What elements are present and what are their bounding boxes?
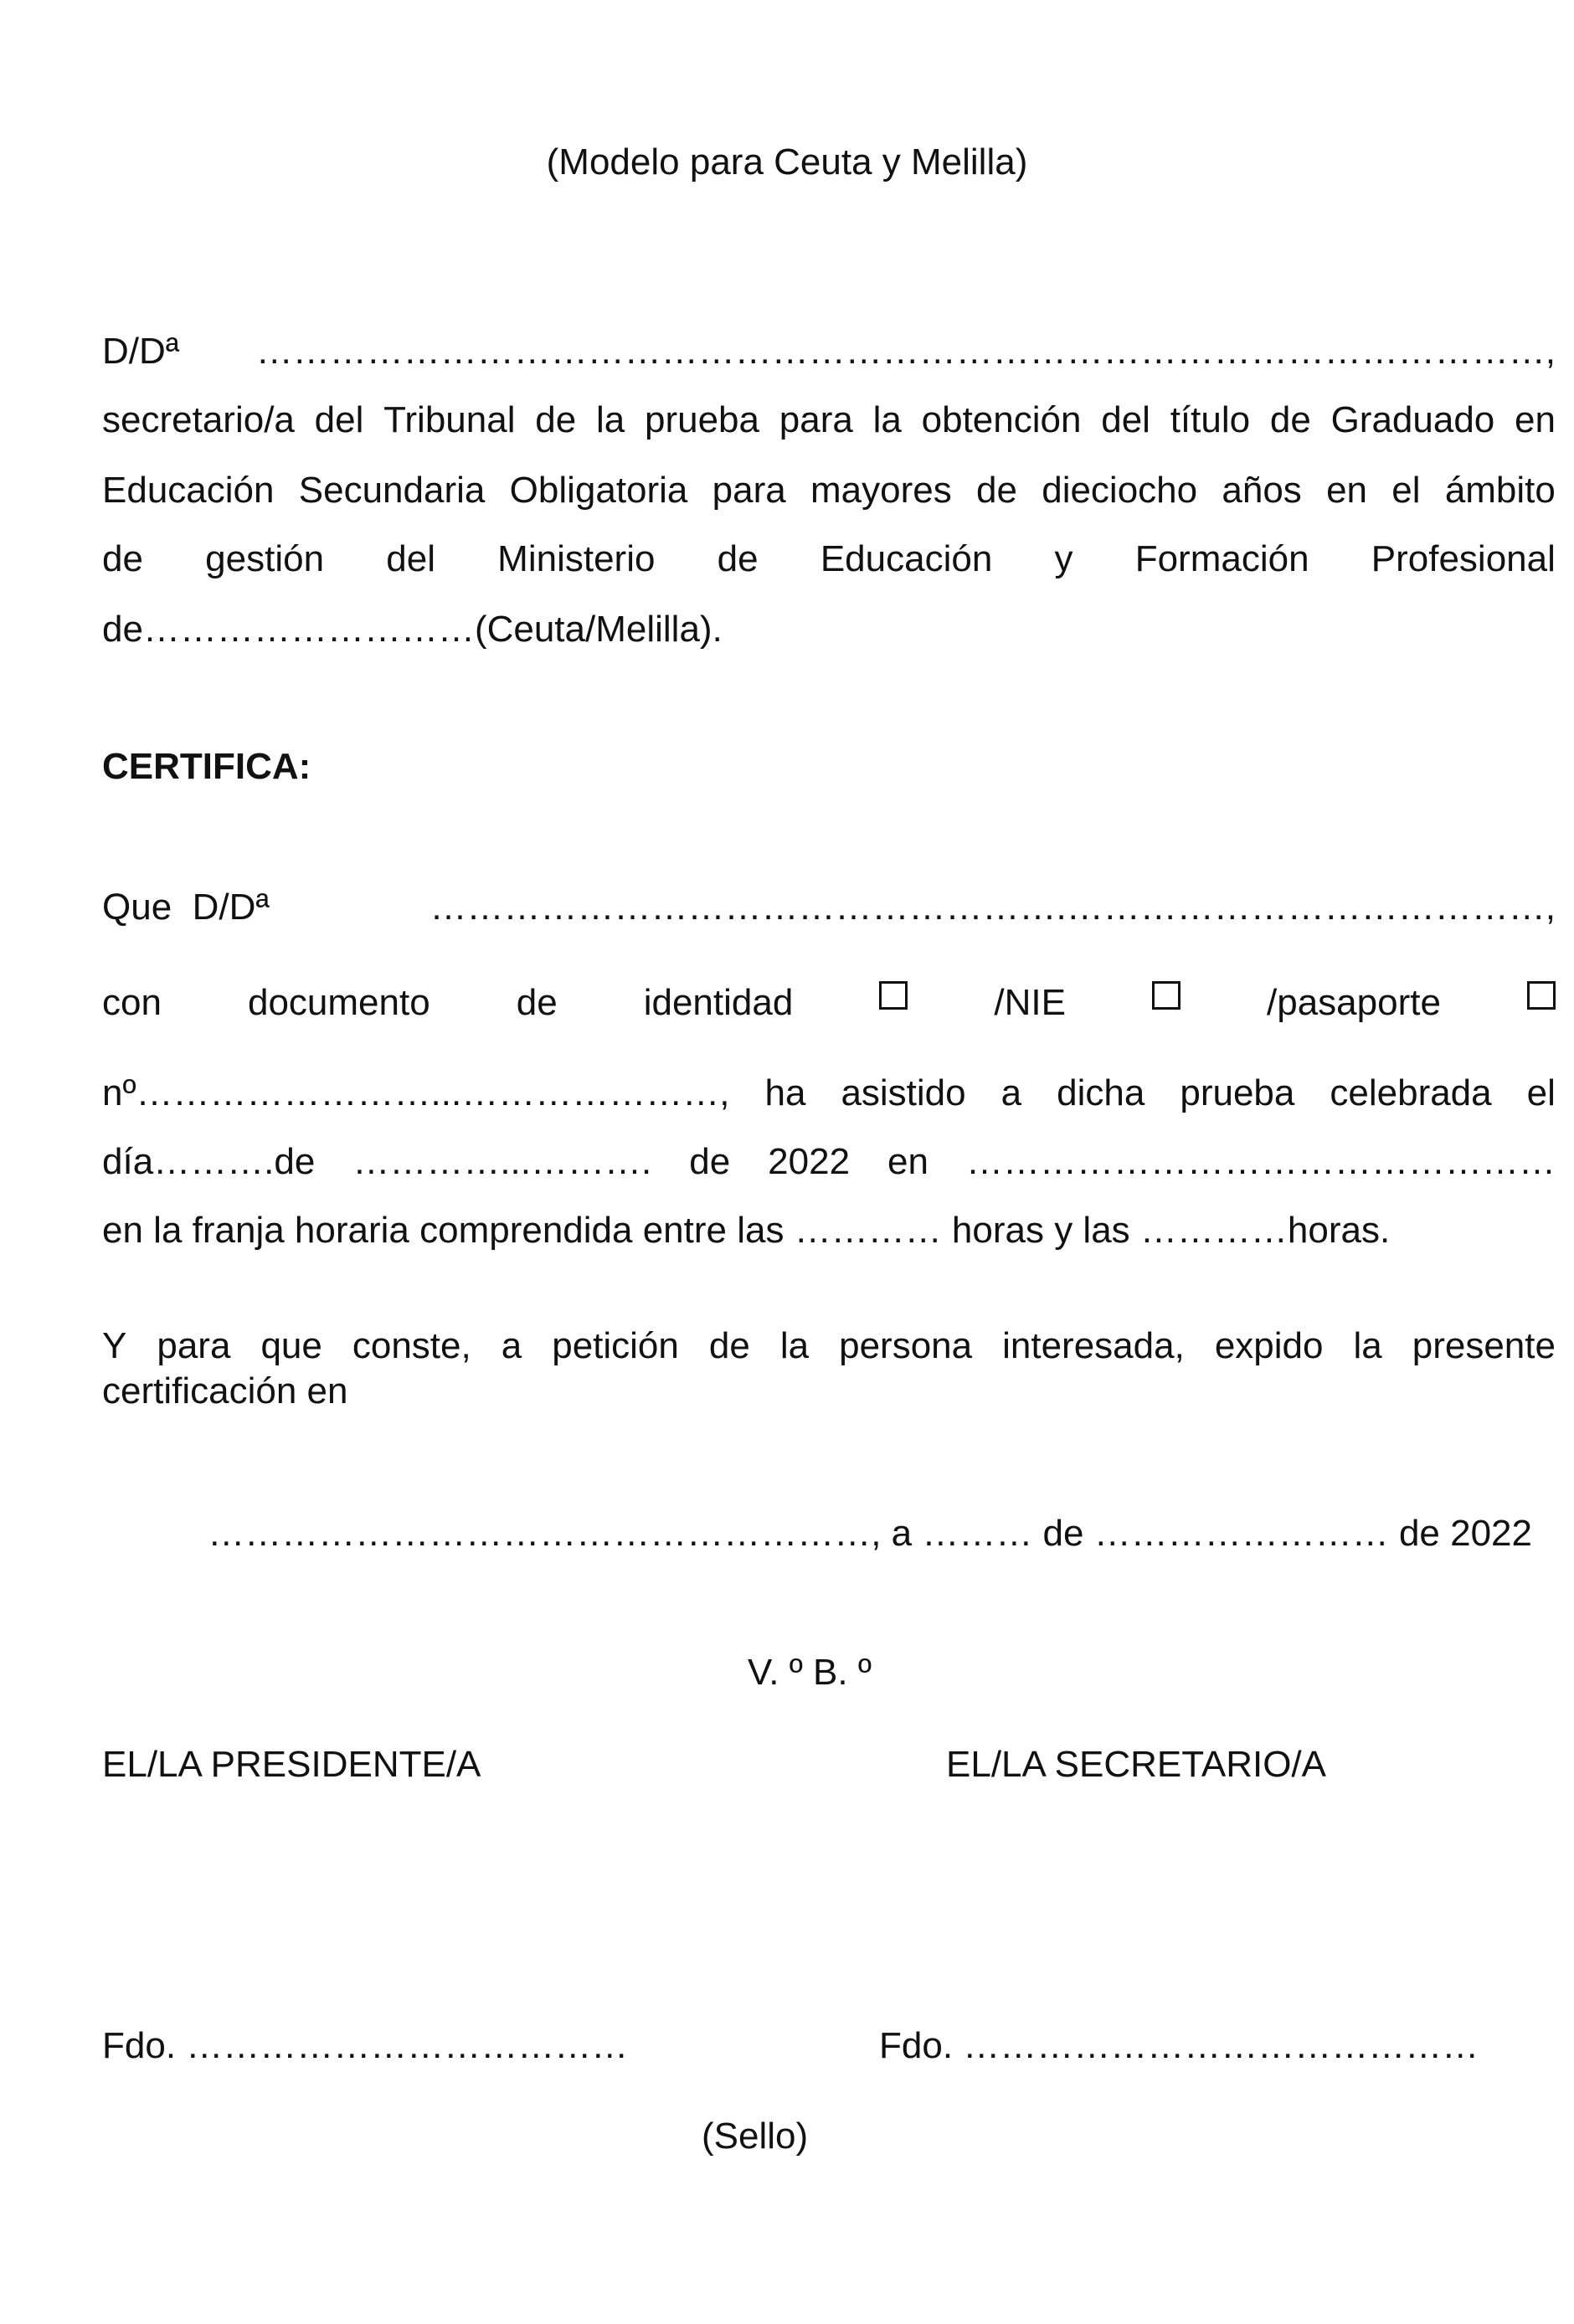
secretary-label: EL/LA SECRETARIO/A: [946, 1744, 1327, 1785]
seal-label: (Sello): [702, 2116, 809, 2157]
intro-line-3-word: años: [1222, 470, 1302, 511]
date-attendance-line-word: 2022: [768, 1141, 851, 1182]
intro-line-4: [102, 537, 1556, 582]
intro-line-3-word: para: [712, 470, 786, 511]
intro-line-2-word: obtención: [921, 399, 1082, 440]
date-attendance-line-word: en: [887, 1141, 928, 1182]
closing-line-1-word: petición: [552, 1325, 679, 1366]
intro-line-4-word: y: [1054, 538, 1073, 579]
document-type-line: [102, 981, 1556, 1026]
intro-line-2-word: secretario/a: [102, 399, 295, 440]
intro-line-2-word: de: [535, 399, 577, 440]
intro-line-4-word: Ministerio: [497, 538, 656, 579]
que-dots: …………………………………………….…………………………………,: [430, 887, 1556, 928]
intro-line-4-word: de: [717, 538, 759, 579]
intro-line-3: [102, 469, 1556, 513]
intro-line-3-word: el: [1391, 470, 1421, 511]
number-line-word: el: [1526, 1072, 1556, 1113]
visto-bueno: V. º B. º: [748, 1652, 872, 1693]
intro-line-2-word: del: [314, 399, 364, 440]
number-line-word: prueba: [1180, 1072, 1295, 1113]
date-attendance-line: [102, 1140, 1556, 1185]
doc-word-pasaporte: /pasaporte: [1267, 982, 1441, 1023]
number-line: [102, 1072, 1556, 1116]
place-date-line: ………………………………………………, a ……… de …………………… de 2022: [208, 1513, 1532, 1554]
number-line-word: dicha: [1057, 1072, 1145, 1113]
intro-line-1: [102, 330, 1556, 374]
que-prefix: Que D/Dª: [102, 887, 270, 928]
doc-word-con: con: [102, 982, 162, 1023]
closing-line-1-word: la: [779, 1325, 810, 1366]
number-line-word: a: [1000, 1072, 1022, 1113]
closing-line-1-word: a: [501, 1325, 522, 1366]
number-line-word: nº……………………...…………………,: [102, 1072, 730, 1113]
intro-line-2-word: la: [595, 399, 625, 440]
intro-line-2-word: de: [1269, 399, 1311, 440]
intro-line-4-word: de: [102, 538, 143, 579]
intro-line-3-word: Secundaria: [298, 470, 486, 511]
intro-line-3-word: dieciocho: [1042, 470, 1198, 511]
number-line-word: ha: [764, 1072, 806, 1113]
intro-name-prefix: D/Dª: [102, 331, 180, 372]
intro-line-4-word: Educación: [820, 538, 993, 579]
intro-line-2-word: título: [1170, 399, 1251, 440]
intro-line-2-word: Graduado: [1330, 399, 1495, 440]
closing-line-1-word: interesada,: [1002, 1325, 1185, 1366]
president-signature-line: Fdo. ………………………………: [102, 2025, 629, 2066]
pasaporte-checkbox[interactable]: [1527, 981, 1556, 1010]
number-line-word: asistido: [841, 1072, 966, 1113]
identidad-checkbox[interactable]: [879, 981, 908, 1010]
intro-name-dots: ……………………………………………………………………………………………,: [255, 331, 1556, 372]
number-line-word: celebrada: [1330, 1072, 1492, 1113]
date-attendance-line-word: …………………………………………: [965, 1141, 1556, 1182]
intro-line-3-word: de: [976, 470, 1017, 511]
intro-line-4-word: Profesional: [1371, 538, 1556, 579]
intro-line-2-word: del: [1101, 399, 1150, 440]
closing-line-1-word: la: [1353, 1325, 1382, 1366]
intro-line-2-word: en: [1515, 399, 1556, 440]
intro-line-2-word: para: [779, 399, 853, 440]
doc-word-documento: documento: [247, 982, 430, 1023]
intro-line-3-word: mayores: [810, 470, 952, 511]
time-slot-line: en la franja horaria comprendida entre las ………… horas y las …………horas.: [102, 1210, 1391, 1251]
president-label: EL/LA PRESIDENTE/A: [102, 1744, 481, 1785]
intro-line-2-word: la: [872, 399, 902, 440]
intro-line-4-word: gestión: [205, 538, 325, 579]
closing-line-1-word: que: [260, 1325, 322, 1366]
closing-line-2: certificación en: [102, 1370, 348, 1411]
date-attendance-line-word: …………...……….: [352, 1141, 652, 1182]
doc-word-identidad: identidad: [643, 982, 794, 1023]
secretary-signature-line: Fdo. ……………………………………: [879, 2025, 1479, 2066]
intro-line-2: [102, 398, 1556, 443]
intro-line-3-word: ámbito: [1444, 470, 1556, 511]
nie-checkbox[interactable]: [1152, 981, 1180, 1010]
model-title: (Modelo para Ceuta y Melilla): [546, 141, 1028, 183]
intro-line-4-word: del: [386, 538, 435, 579]
date-attendance-line-word: día……….de: [102, 1141, 316, 1182]
intro-line-5: de………………………(Ceuta/Melilla).: [102, 609, 723, 650]
closing-line-1-word: para: [157, 1325, 231, 1366]
closing-line-1-word: expido: [1214, 1325, 1324, 1366]
que-line: [102, 886, 1556, 930]
closing-line-1-word: presente: [1412, 1325, 1556, 1366]
closing-line-1: [102, 1324, 1556, 1369]
intro-line-3-word: en: [1326, 470, 1368, 511]
intro-line-2-word: Tribunal: [383, 399, 516, 440]
closing-line-1-word: conste,: [352, 1325, 471, 1366]
doc-word-de: de: [516, 982, 558, 1023]
date-attendance-line-word: de: [689, 1141, 731, 1182]
intro-line-4-word: Formación: [1134, 538, 1309, 579]
intro-line-2-word: prueba: [644, 399, 759, 440]
intro-line-3-word: Obligatoria: [509, 470, 688, 511]
intro-line-3-word: Educación: [102, 470, 275, 511]
certifica-heading: CERTIFICA:: [102, 746, 311, 787]
closing-line-1-word: de: [708, 1325, 750, 1366]
closing-line-1-word: Y: [102, 1325, 127, 1366]
doc-word-nie: /NIE: [994, 982, 1066, 1023]
closing-line-1-word: persona: [839, 1325, 973, 1366]
